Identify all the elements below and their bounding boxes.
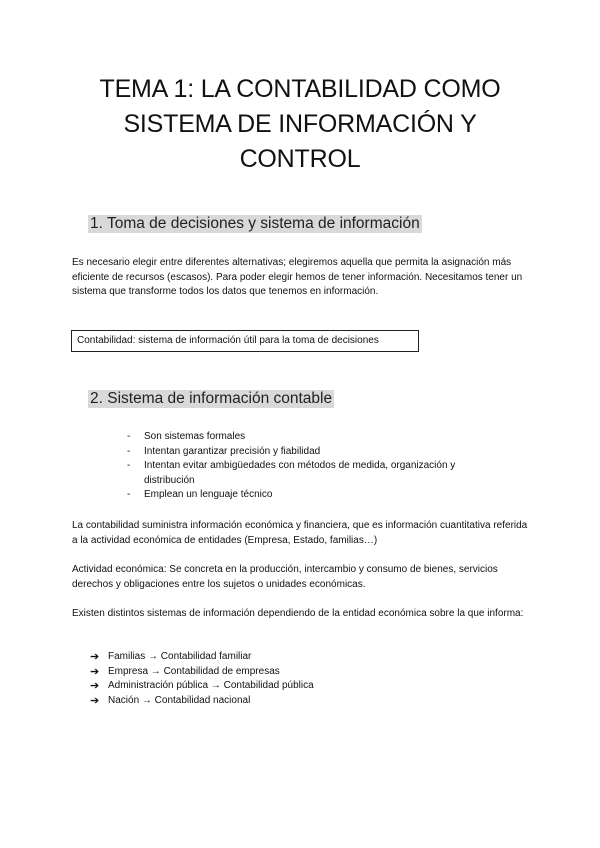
dash-bullet: - bbox=[127, 489, 131, 500]
arrow-bullet-icon: ➔ bbox=[90, 694, 100, 707]
title-line: TEMA 1: LA CONTABILIDAD COMO bbox=[99, 75, 501, 103]
list-item-text: Administración pública → Contabilidad pública bbox=[108, 680, 314, 691]
list-item-text: Intentan garantizar precisión y fiabilidad bbox=[144, 445, 321, 457]
dash-bullet: - bbox=[127, 445, 131, 457]
list-item-text: Empresa → Contabilidad de empresas bbox=[108, 665, 280, 677]
section-heading-decisiones bbox=[88, 213, 422, 235]
list-item bbox=[90, 650, 470, 665]
sistemas-paragraph: Existen distintos sistemas de información dependiendo de la entidad económica sobre la que informa: bbox=[72, 608, 524, 619]
list-item-text: Nación → Contabilidad nacional bbox=[108, 694, 251, 706]
section-heading-text: 1. Toma de decisiones y sistema de información bbox=[90, 215, 420, 232]
actividad-economica-paragraph: Actividad económica: Se concreta en la producción, intercambio y consumo de bienes, servicios derechos y obligaciones entre los sujetos o unidades económicas. bbox=[72, 564, 498, 590]
list-item bbox=[90, 665, 470, 680]
list-item bbox=[124, 430, 504, 445]
section-heading-sistema-contable bbox=[88, 388, 334, 410]
list-item-text: Emplean un lenguaje técnico bbox=[144, 489, 273, 500]
title-line: SISTEMA DE INFORMACIÓN Y bbox=[123, 110, 477, 138]
list-item bbox=[124, 445, 504, 460]
arrow-bullet-icon: ➔ bbox=[90, 665, 100, 678]
arrow-bullet-icon: ➔ bbox=[90, 680, 100, 692]
list-item-text: Familias → Contabilidad familiar bbox=[108, 651, 252, 662]
list-item bbox=[90, 694, 470, 709]
section-heading-text: 2. Sistema de información contable bbox=[90, 390, 333, 407]
page-title bbox=[60, 72, 540, 177]
list-item-text: Son sistemas formales bbox=[144, 431, 246, 442]
list-item bbox=[124, 459, 504, 488]
contabilidad-paragraph: La contabilidad suministra información económica y financiera, que es información cuantitativa referida a la actividad económica de entidades (Empresa, Estado, familias…) bbox=[72, 520, 528, 546]
list-item-text: Intentan evitar ambigüedades con métodos de medida, organización y distribución bbox=[144, 460, 456, 486]
definition-box: Contabilidad: sistema de información útil para la toma de decisiones bbox=[71, 330, 419, 352]
arrow-bullet-icon: ➔ bbox=[90, 651, 100, 663]
intro-paragraph: Es necesario elegir entre diferentes alternativas; elegiremos aquella que permita la asignación más eficiente de recursos (escasos). Para poder elegir hemos de tener información. Necesitamos tener un sistema que transforme todos los datos que tenemos en información. bbox=[72, 257, 523, 297]
dash-bullet: - bbox=[127, 460, 131, 471]
list-item bbox=[124, 488, 504, 503]
features-list bbox=[124, 430, 504, 503]
title-line: CONTROL bbox=[239, 145, 361, 173]
list-item bbox=[90, 679, 470, 694]
dash-bullet: - bbox=[127, 431, 131, 442]
systems-list bbox=[90, 650, 470, 708]
